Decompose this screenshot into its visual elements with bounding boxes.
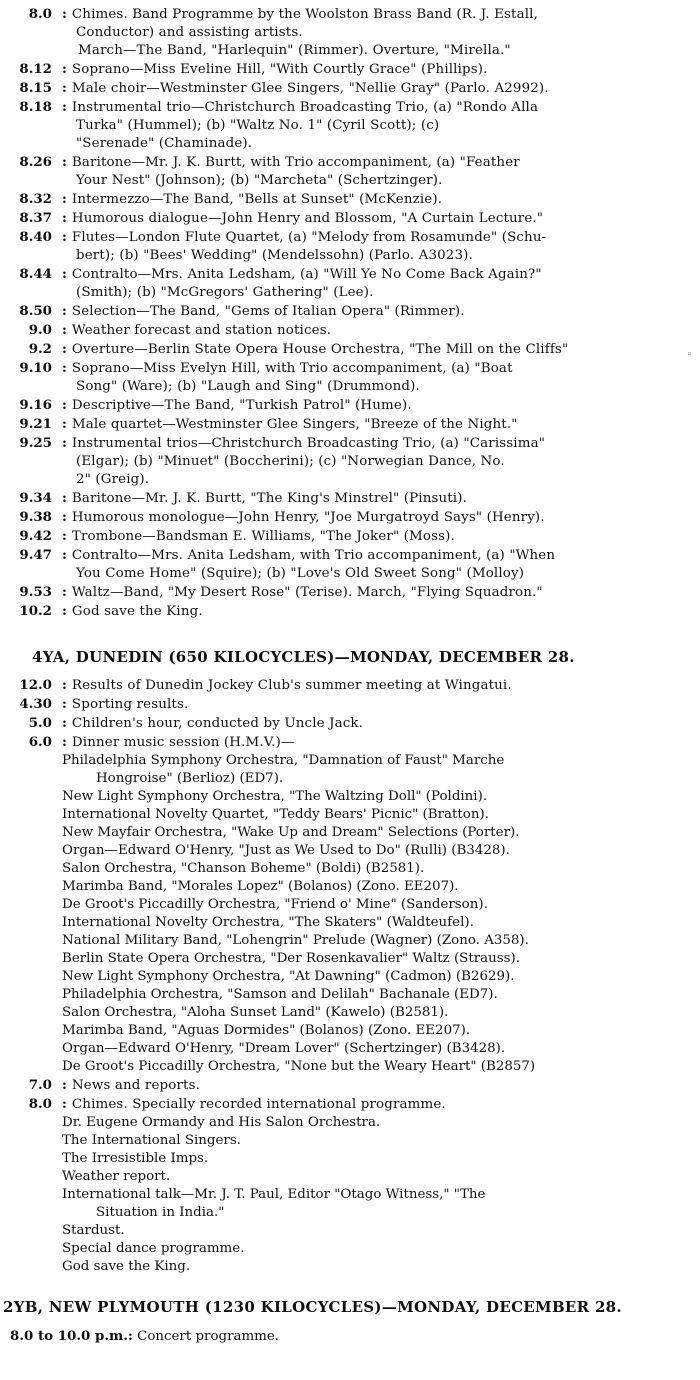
entry-time: 9.53 [19, 584, 52, 600]
programme-entry [0, 340, 690, 359]
entry-line: 2" (Greig). [76, 472, 150, 487]
entry-text [52, 340, 690, 359]
entry-time: 9.0 [28, 322, 52, 338]
entry-line: bert); (b) "Bees' Wedding" (Mendelssohn) (Parlo. A3023). [76, 248, 473, 263]
entry-line: March—The Band, "Harlequin" (Rimmer). Overture, "Mirella." [78, 43, 511, 58]
item-line: International Novelty Quartet, "Teddy Bears' Picnic" (Bratton). [62, 807, 489, 822]
evening-item [0, 1258, 690, 1276]
entry-line: Your Nest" (Johnson); (b) "Marcheta" (Schertzinger). [76, 173, 443, 188]
dinner-item [0, 1022, 690, 1040]
programme-entry [0, 209, 690, 228]
entry-text [52, 98, 690, 153]
colon-separator: : [62, 734, 72, 750]
entry-line: Contralto—Mrs. Anita Ledsham, with Trio accompaniment, (a) "When [71, 548, 556, 563]
dinner-item [0, 842, 690, 860]
entry-time: 7.0 [28, 1077, 52, 1093]
dinner-item [0, 950, 690, 968]
entry-time: 8.40 [19, 229, 52, 245]
entry-line: (Elgar); (b) "Minuet" (Boccherini); (c) "Norwegian Dance, No. [76, 454, 505, 469]
item-line: Special dance programme. [62, 1241, 245, 1256]
entry-text [52, 695, 690, 714]
colon-separator: : [62, 266, 72, 282]
entry-time: 6.0 [28, 734, 52, 750]
entry-text [52, 583, 690, 602]
programme-entry [0, 190, 690, 209]
entry-text [52, 228, 690, 265]
entry-time: 4.30 [19, 696, 52, 712]
programme-entry [0, 527, 690, 546]
colon-separator: : [62, 210, 72, 226]
entry-text [52, 1095, 690, 1114]
programme-entry [0, 153, 690, 190]
entry-time: 9.42 [19, 528, 52, 544]
programme-entry [0, 1076, 690, 1095]
colon-separator: : [62, 509, 72, 525]
entry-time: 9.10 [19, 360, 52, 376]
item-line: New Light Symphony Orchestra, "At Dawning" (Cadmon) (B2629). [62, 969, 515, 984]
entry-line: "Serenade" (Chaminade). [76, 136, 253, 151]
item-line: Marimba Band, "Morales Lopez" (Bolanos) (Zono. EE207). [62, 879, 459, 894]
entry-line: Soprano—Miss Evelyn Hill, with Trio accompaniment, (a) "Boat [71, 361, 513, 376]
entry-time: 10.2 [19, 603, 52, 619]
programme-entry [0, 396, 690, 415]
programme-entry [0, 695, 690, 714]
programme-entry [0, 321, 690, 340]
dinner-item [0, 1004, 690, 1022]
dinner-item [0, 986, 690, 1004]
entry-line: Humorous dialogue—John Henry and Blossom, "A Curtain Lecture." [71, 211, 544, 226]
colon-separator: : [62, 6, 72, 22]
dinner-item [0, 932, 690, 950]
colon-separator: : [62, 61, 72, 77]
evening-item [0, 1150, 690, 1168]
item-line: Organ—Edward O'Henry, "Just as We Used to Do" (Rulli) (B3428). [62, 843, 510, 858]
programme-entry [0, 302, 690, 321]
colon-separator: : [62, 677, 72, 693]
item-line: Salon Orchestra, "Chanson Boheme" (Boldi) (B2581). [62, 861, 425, 876]
entry-time: 9.2 [28, 341, 52, 357]
entry-text [52, 302, 690, 321]
entry-text [52, 434, 690, 489]
entry-line: Dinner music session (H.M.V.)— [71, 735, 295, 750]
programme-entry [0, 602, 690, 621]
colon-separator: : [62, 1077, 72, 1093]
programme-entry [0, 733, 690, 752]
entry-time: 9.38 [19, 509, 52, 525]
colon-separator: : [62, 229, 72, 245]
item-line: Organ—Edward O'Henry, "Dream Lover" (Schertzinger) (B3428). [62, 1041, 506, 1056]
print-speck: ◦ [686, 350, 692, 360]
entry-time: 5.0 [28, 715, 52, 731]
programme-list-4ya [0, 676, 690, 1276]
programme-entry [0, 546, 690, 583]
item-line: De Groot's Piccadilly Orchestra, "None but the Weary Heart" (B2857) [62, 1059, 536, 1074]
entry-line: Conductor) and assisting artists. [76, 25, 303, 40]
programme-entry [0, 583, 690, 602]
entry-time: 8.18 [19, 99, 52, 115]
colon-separator: : [62, 584, 72, 600]
item-line: Philadelphia Orchestra, "Samson and Delilah" Bachanale (ED7). [62, 987, 498, 1002]
dinner-item [0, 824, 690, 842]
entry-text [52, 42, 690, 60]
entry-line: Children's hour, conducted by Uncle Jack. [71, 716, 364, 731]
entry-line: Baritone—Mr. J. K. Burtt, "The King's Minstrel" (Pinsuti). [71, 491, 468, 506]
entry-time: 8.26 [19, 154, 52, 170]
colon-separator: : [62, 1096, 72, 1112]
programme-entry [0, 489, 690, 508]
entry-line: Song" (Ware); (b) "Laugh and Sing" (Drummond). [76, 379, 420, 394]
entry-line: Overture—Berlin State Opera House Orchestra, "The Mill on the Cliffs" [71, 342, 569, 357]
entry-time: 8.0 [28, 1096, 52, 1112]
colon-separator: : [62, 435, 72, 451]
entry-time: 8.15 [19, 80, 52, 96]
evening-item [0, 1240, 690, 1258]
programme-entry [0, 79, 690, 98]
entry-line: Flutes—London Flute Quartet, (a) "Melody from Rosamunde" (Schu- [71, 230, 547, 245]
entry-text [52, 527, 690, 546]
entry-line: Selection—The Band, "Gems of Italian Opera" (Rimmer). [71, 304, 465, 319]
entry-line: Instrumental trios—Christchurch Broadcasting Trio, (a) "Carissima" [71, 436, 546, 451]
evening-item [0, 1132, 690, 1150]
colon-separator: : [62, 303, 72, 319]
entry-text [52, 733, 690, 752]
item-line: The International Singers. [62, 1133, 241, 1148]
entry-time: 8.12 [19, 61, 52, 77]
entry-text: Concert programme. [137, 1329, 280, 1344]
colon-separator: : [62, 191, 72, 207]
colon-separator: : [62, 99, 72, 115]
entry-text [52, 676, 690, 695]
entry-line: Contralto—Mrs. Anita Ledsham, (a) "Will Ye No Come Back Again?" [71, 267, 542, 282]
programme-entry [0, 5, 690, 42]
entry-time: 8.32 [19, 191, 52, 207]
entry-line: You Come Home" (Squire); (b) "Love's Old Sweet Song" (Molloy) [76, 566, 525, 581]
programme-entry [0, 60, 690, 79]
entry-text [52, 546, 690, 583]
dinner-item [0, 860, 690, 878]
dinner-item [0, 1058, 690, 1076]
dinner-item [0, 806, 690, 824]
entry-line: Results of Dunedin Jockey Club's summer meeting at Wingatui. [71, 678, 512, 693]
evening-item [0, 1186, 690, 1222]
entry-text [52, 190, 690, 209]
entry-line: Waltz—Band, "My Desert Rose" (Terise). March, "Flying Squadron." [71, 585, 543, 600]
colon-separator: : [62, 154, 72, 170]
programme-entry [0, 434, 690, 489]
entry-text [52, 209, 690, 228]
item-line: Stardust. [62, 1223, 125, 1238]
dinner-item [0, 896, 690, 914]
colon-separator: : [62, 528, 72, 544]
item-line: International Novelty Orchestra, "The Skaters" (Waldteufel). [62, 915, 474, 930]
evening-item [0, 1114, 690, 1132]
entry-line: Trombone—Bandsman E. Williams, "The Joker" (Moss). [71, 529, 455, 544]
colon-separator: : [62, 416, 72, 432]
entry-time: 8.44 [19, 266, 52, 282]
entry-line: Male choir—Westminster Glee Singers, "Nellie Gray" (Parlo. A2992). [71, 81, 549, 96]
entry-line: Male quartet—Westminster Glee Singers, "Breeze of the Night." [71, 417, 518, 432]
colon-separator: : [62, 397, 72, 413]
dinner-item [0, 878, 690, 896]
entry-time: 12.0 [19, 677, 52, 693]
entry-text [52, 1076, 690, 1095]
entry-text [52, 265, 690, 302]
programme-entry [0, 228, 690, 265]
station-heading-2yb: 2YB, NEW PLYMOUTH (1230 KILOCYCLES)—MONDAY, DECEMBER 28. [3, 1298, 622, 1316]
entry-text [52, 321, 690, 340]
programme-entry [0, 359, 690, 396]
colon-separator: : [62, 696, 72, 712]
entry-line: News and reports. [71, 1078, 200, 1093]
item-line: National Military Band, "Lohengrin" Prelude (Wagner) (Zono. A358). [62, 933, 529, 948]
item-line: Salon Orchestra, "Aloha Sunset Land" (Kawelo) (B2581). [62, 1005, 449, 1020]
entry-line: (Smith); (b) "McGregors' Gathering" (Lee). [76, 285, 374, 300]
evening-item [0, 1168, 690, 1186]
dinner-item [0, 788, 690, 806]
programme-entry [0, 265, 690, 302]
item-line: International talk—Mr. J. T. Paul, Editor "Otago Witness," "The [62, 1187, 486, 1202]
entry-time: 9.21 [19, 416, 52, 432]
entry-line: Soprano—Miss Eveline Hill, "With Courtly Grace" (Phillips). [71, 62, 488, 77]
entry-line: God save the King. [71, 604, 203, 619]
entry-time: 8.0 to 10.0 p.m.: [10, 1328, 133, 1344]
item-line: Berlin State Opera Orchestra, "Der Rosenkavalier" Waltz (Strauss). [62, 951, 520, 966]
entry-text [52, 79, 690, 98]
entry-line: Weather forecast and station notices. [71, 323, 332, 338]
item-line: God save the King. [62, 1259, 191, 1274]
entry-time: 9.47 [19, 547, 52, 563]
item-line: New Mayfair Orchestra, "Wake Up and Dream" Selections (Porter). [62, 825, 520, 840]
dinner-item [0, 752, 690, 788]
colon-separator: : [62, 322, 72, 338]
entry-text [52, 489, 690, 508]
entry-text [52, 359, 690, 396]
programme-entry [0, 42, 690, 60]
entry-line: Chimes. Specially recorded international programme. [71, 1097, 446, 1112]
entry-line: Instrumental trio—Christchurch Broadcasting Trio, (a) "Rondo Alla [71, 100, 539, 115]
programme-entry [0, 508, 690, 527]
colon-separator: : [62, 490, 72, 506]
dinner-item [0, 968, 690, 986]
entry-time: 8.0 [28, 6, 52, 22]
evening-item [0, 1222, 690, 1240]
programme-entry [0, 676, 690, 695]
item-line: Marimba Band, "Aguas Dormides" (Bolanos) (Zono. EE207). [62, 1023, 471, 1038]
entry-time: 8.37 [19, 210, 52, 226]
programme-entry [0, 415, 690, 434]
entry-line: Intermezzo—The Band, "Bells at Sunset" (McKenzie). [71, 192, 443, 207]
entry-line: Descriptive—The Band, "Turkish Patrol" (Hume). [71, 398, 412, 413]
station-heading-4ya: 4YA, DUNEDIN (650 KILOCYCLES)—MONDAY, DECEMBER 28. [32, 648, 575, 666]
colon-separator: : [62, 603, 72, 619]
item-line: Situation in India." [96, 1205, 225, 1220]
entry-line: Humorous monologue—John Henry, "Joe Murgatroyd Says" (Henry). [71, 510, 545, 525]
entry-text [52, 396, 690, 415]
programme-entry [0, 714, 690, 733]
entry-text [52, 60, 690, 79]
entry-time: 8.50 [19, 303, 52, 319]
colon-separator: : [62, 547, 72, 563]
programme-entry [0, 98, 690, 153]
item-line: De Groot's Piccadilly Orchestra, "Friend o' Mine" (Sanderson). [62, 897, 488, 912]
entry-text [52, 415, 690, 434]
item-line: Dr. Eugene Ormandy and His Salon Orchestra. [62, 1115, 381, 1130]
entry-text [52, 153, 690, 190]
entry-time: 9.16 [19, 397, 52, 413]
item-line: New Light Symphony Orchestra, "The Waltzing Doll" (Poldini). [62, 789, 488, 804]
entry-text [52, 508, 690, 527]
programme-2yb [10, 1328, 279, 1344]
item-line: The Irresistible Imps. [62, 1151, 209, 1166]
programme-list-top [0, 5, 690, 621]
entry-time: 9.34 [19, 490, 52, 506]
programme-entry [0, 1095, 690, 1114]
entry-line: Sporting results. [71, 697, 189, 712]
entry-time: 9.25 [19, 435, 52, 451]
dinner-item [0, 914, 690, 932]
dinner-item [0, 1040, 690, 1058]
item-line: Hongroise" (Berlioz) (ED7). [96, 771, 284, 786]
colon-separator: : [62, 360, 72, 376]
item-line: Weather report. [62, 1169, 171, 1184]
entry-line: Turka" (Hummel); (b) "Waltz No. 1" (Cyril Scott); (c) [76, 118, 440, 133]
item-line: Philadelphia Symphony Orchestra, "Damnation of Faust" Marche [62, 753, 505, 768]
entry-text [52, 714, 690, 733]
entry-text [52, 5, 690, 42]
colon-separator: : [62, 341, 72, 357]
entry-line: Baritone—Mr. J. K. Burtt, with Trio accompaniment, (a) "Feather [71, 155, 520, 170]
colon-separator: : [62, 80, 72, 96]
entry-text [52, 602, 690, 621]
entry-line: Chimes. Band Programme by the Woolston Brass Band (R. J. Estall, [71, 7, 538, 22]
colon-separator: : [62, 715, 72, 731]
